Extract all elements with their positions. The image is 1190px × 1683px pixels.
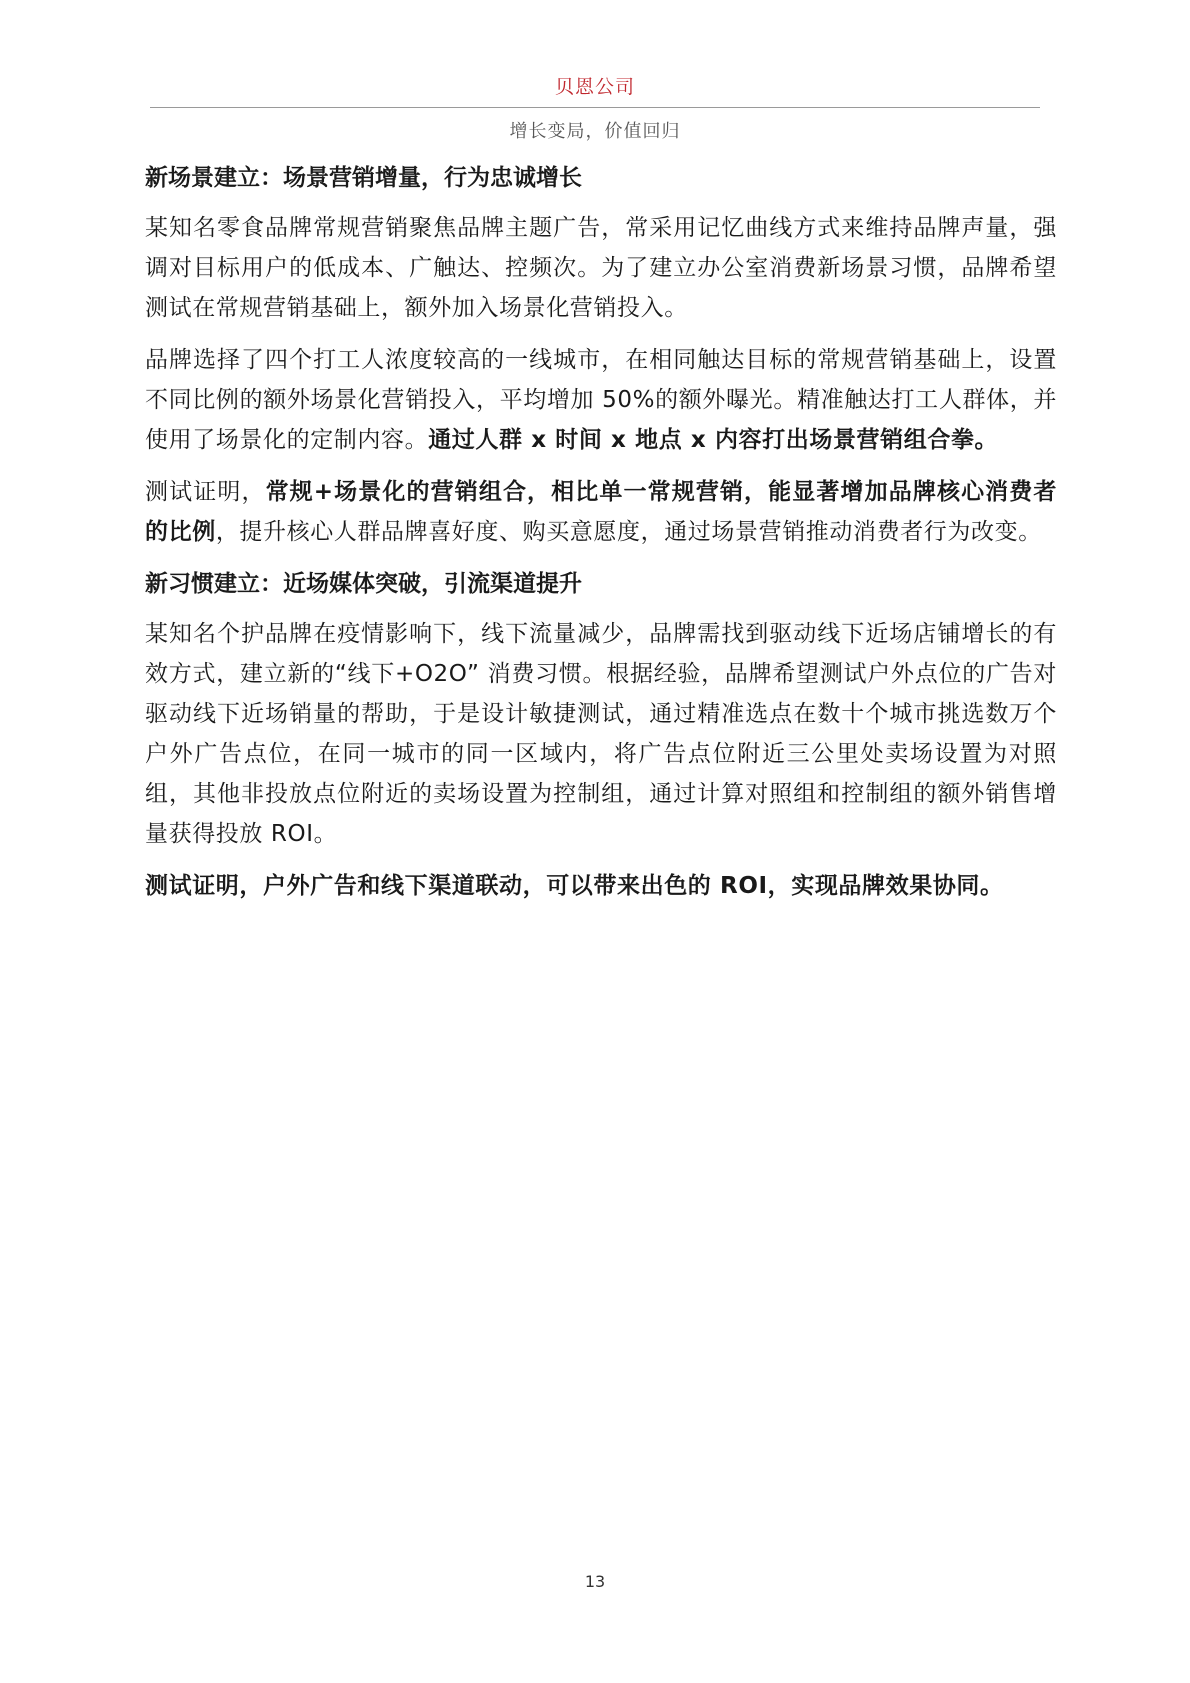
section-heading-new-scene: 新场景建立：场景营销增量，行为忠诚增长 (145, 165, 582, 191)
paragraph-city-test-emphasis: 通过人群 x 时间 x 地点 x 内容打出场景营销组合拳。 (428, 427, 999, 453)
paragraph-personal-care-brand: 某知名个护品牌在疫情影响下，线下流量减少，品牌需找到驱动线下近场店铺增长的有效方式，建立新的“线下+O2O” 消费习惯。根据经验，品牌希望测试户外点位的广告对驱动线下近场销量的帮助，于是设计敏捷测试，通过精准选点在数十个城市挑选数万个户外广告点位，在同一城市的同一区域内，将广告点位附近三公里处卖场设置为对照组，其他非投放点位附近的卖场设置为控制组，通过计算对照组和控制组的额外销售增量获得投放 ROI。 (145, 621, 1057, 847)
page-number: 13 (584, 1572, 606, 1591)
paragraph-test-result-scene (145, 472, 1057, 552)
page-content (145, 158, 1057, 918)
paragraph-snack-brand-intro: 某知名零食品牌常规营销聚焦品牌主题广告，常采用记忆曲线方式来维持品牌声量，强调对目标用户的低成本、广触达、控频次。为了建立办公室消费新场景习惯，品牌希望测试在常规营销基础上，额外加入场景化营销投入。 (145, 215, 1057, 321)
paragraph-test-result-lead: 测试证明， (145, 479, 266, 505)
section-heading-new-habit: 新习惯建立：近场媒体突破，引流渠道提升 (145, 571, 582, 597)
paragraph-city-test-text: 品牌选择了四个打工人浓度较高的一线城市，在相同触达目标的常规营销基础上，设置不同比例的额外场景化营销投入，平均增加 50%的额外曝光。精准触达打工人群体，并使用了场景化的定制内容。 (145, 347, 1057, 453)
header-divider (150, 107, 1040, 108)
header-subtitle: 增长变局，价值回归 (509, 121, 681, 142)
paragraph-test-result-emphasis: 常规+场景化的营销组合，相比单一常规营销，能显著增加品牌核心消费者的比例 (145, 479, 1057, 545)
paragraph-test-result-outdoor (145, 866, 1057, 906)
paragraph-test-result-tail: ，提升核心人群品牌喜好度、购买意愿度，通过场景营销推动消费者行为改变。 (215, 519, 1042, 545)
paragraph-city-test (145, 340, 1057, 460)
paragraph-test-result-outdoor-emphasis: 测试证明，户外广告和线下渠道联动，可以带来出色的 ROI，实现品牌效果协同。 (145, 873, 1004, 899)
header-company-name: 贝恩公司 (554, 76, 635, 98)
